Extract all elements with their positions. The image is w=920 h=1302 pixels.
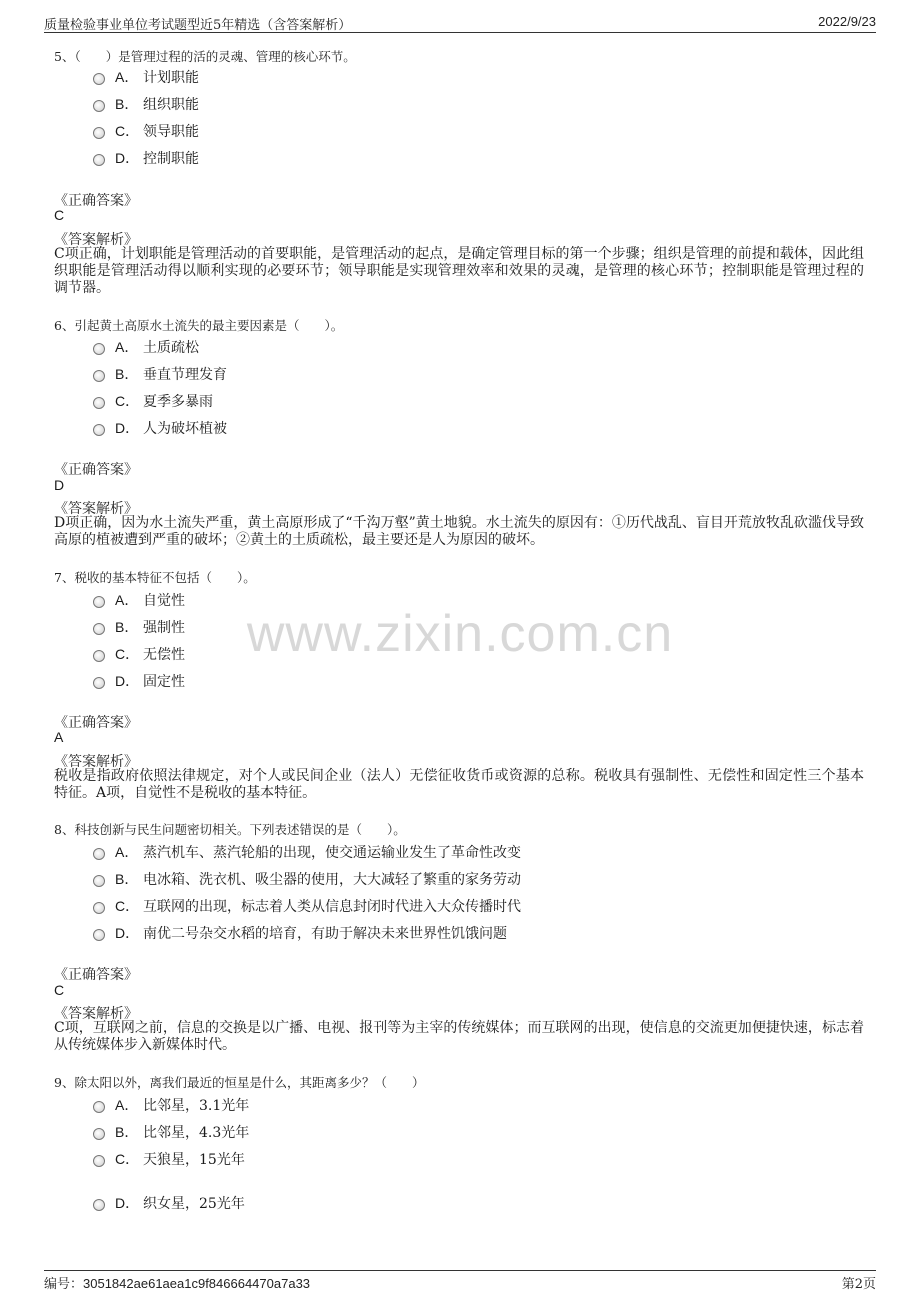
explanation-label: 《答案解析》 bbox=[54, 754, 138, 770]
radio-button-icon[interactable] bbox=[93, 424, 105, 436]
correct-answer-label: 《正确答案》 bbox=[54, 462, 138, 478]
radio-button-icon[interactable] bbox=[93, 596, 105, 608]
radio-button-icon[interactable] bbox=[93, 1155, 105, 1167]
watermark: www.zixin.com.cn bbox=[246, 605, 674, 663]
correct-answer: C bbox=[54, 207, 65, 223]
radio-button-icon[interactable] bbox=[93, 650, 105, 662]
question-stem: 8、科技创新与民生问题密切相关。下列表述错误的是（ ）。 bbox=[54, 822, 406, 837]
radio-button-icon[interactable] bbox=[93, 154, 105, 166]
document-code: 编号：3051842ae61aea1c9f846664470a7a33 bbox=[44, 1276, 311, 1292]
radio-button-icon[interactable] bbox=[93, 929, 105, 941]
question-stem: 9、除太阳以外，离我们最近的恒星是什么，其距离多少？（ ） bbox=[54, 1075, 425, 1090]
radio-button-icon[interactable] bbox=[93, 1128, 105, 1140]
explanation-text: C项正确，计划职能是管理活动的首要职能，是管理活动的起点，是确定管理目标的第一个步骤；组织是管理的前提和载体，因此组织职能是管理活动得以顺利实现的必要环节；领导职能是实现管理效率和效果的灵魂，是管理的核心环节；控制职能是管理过程的调节器。 bbox=[54, 246, 864, 296]
page-header bbox=[44, 12, 876, 33]
document-title: 质量检验事业单位考试题型近5年精选（含答案解析） bbox=[44, 18, 352, 33]
page-footer bbox=[44, 1270, 876, 1292]
correct-answer: D bbox=[54, 477, 65, 493]
radio-button-icon[interactable] bbox=[93, 677, 105, 689]
correct-answer-label: 《正确答案》 bbox=[54, 193, 138, 209]
radio-button-icon[interactable] bbox=[93, 1199, 105, 1211]
document-date: 2022/9/23 bbox=[818, 14, 876, 29]
page-number: 第2页 bbox=[841, 1277, 876, 1292]
radio-button-icon[interactable] bbox=[93, 343, 105, 355]
radio-button-icon[interactable] bbox=[93, 902, 105, 914]
explanation-text: C项，互联网之前，信息的交换是以广播、电视、报刊等为主宰的传统媒体；而互联网的出现，使信息的交流更加便捷快速，标志着从传统媒体步入新媒体时代。 bbox=[54, 1020, 864, 1053]
radio-button-icon[interactable] bbox=[93, 100, 105, 112]
radio-button-icon[interactable] bbox=[93, 397, 105, 409]
explanation-label: 《答案解析》 bbox=[54, 1006, 138, 1022]
correct-answer-label: 《正确答案》 bbox=[54, 967, 138, 983]
question-stem: 5、（ ）是管理过程的活的灵魂、管理的核心环节。 bbox=[54, 49, 356, 64]
correct-answer: C bbox=[54, 982, 65, 998]
radio-button-icon[interactable] bbox=[93, 1101, 105, 1113]
question-stem: 7、税收的基本特征不包括（ ）。 bbox=[54, 570, 256, 585]
correct-answer: A bbox=[54, 729, 64, 745]
explanation-text: D项正确，因为水土流失严重，黄土高原形成了“千沟万壑”黄土地貌。水土流失的原因有：①历代战乱、盲目开荒放牧乱砍滥伐导致高原的植被遭到严重的破坏；②黄土的土质疏松，最主要还是人为原因的破坏。 bbox=[54, 515, 864, 548]
radio-button-icon[interactable] bbox=[93, 370, 105, 382]
radio-button-icon[interactable] bbox=[93, 875, 105, 887]
explanation-text: 税收是指政府依照法律规定，对个人或民间企业（法人）无偿征收货币或资源的总称。税收具有强制性、无偿性和固定性三个基本特征。A项，自觉性不是税收的基本特征。 bbox=[54, 768, 864, 801]
correct-answer-label: 《正确答案》 bbox=[54, 715, 138, 731]
radio-button-icon[interactable] bbox=[93, 623, 105, 635]
radio-button-icon[interactable] bbox=[93, 127, 105, 139]
radio-button-icon[interactable] bbox=[93, 73, 105, 85]
radio-button-icon[interactable] bbox=[93, 848, 105, 860]
question-stem: 6、引起黄土高原水土流失的最主要因素是（ ）。 bbox=[54, 318, 344, 333]
explanation-label: 《答案解析》 bbox=[54, 232, 138, 248]
explanation-label: 《答案解析》 bbox=[54, 501, 138, 517]
